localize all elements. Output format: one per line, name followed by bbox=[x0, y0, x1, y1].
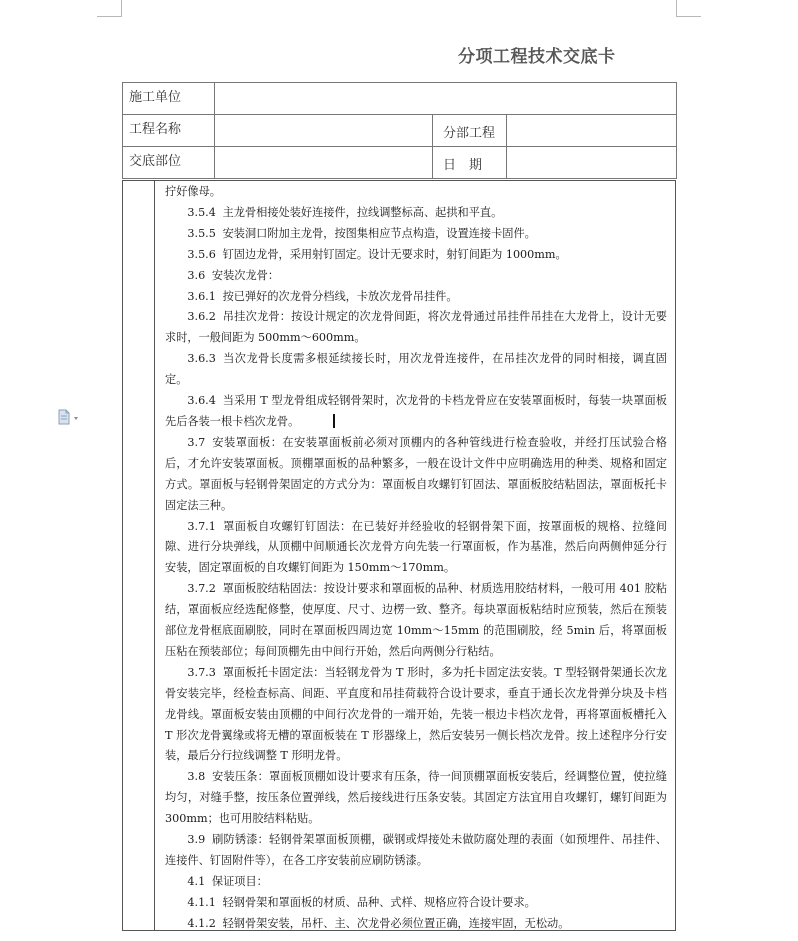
paragraph-text: 钉固边龙骨，采用射钉固定。设计无要求时，射钉间距为 1000mm。 bbox=[222, 247, 567, 261]
paragraph-number: 3.8 bbox=[187, 770, 206, 784]
paragraph-text: 安装洞口附加主龙骨，按图集相应节点构造，设置连接卡固件。 bbox=[222, 226, 536, 240]
construction-unit-label-cell bbox=[123, 83, 215, 115]
paragraph-text: 主龙骨相接处装好连接件，拉线调整标高、起拱和平直。 bbox=[222, 205, 503, 219]
body-paragraph bbox=[165, 893, 667, 914]
content-left-column-divider bbox=[154, 181, 155, 930]
body-paragraph bbox=[165, 830, 667, 872]
paragraph-number: 3.7.3 bbox=[187, 665, 216, 679]
construction-unit-value[interactable] bbox=[215, 83, 677, 115]
paragraph-text: 当采用 T 型龙骨组成轻钢骨架时，次龙骨的卡档龙骨应在安装罩面板时，每装一块罩面板先后各装一根卡档次龙骨。 bbox=[165, 394, 667, 428]
crop-mark-right-horizontal bbox=[676, 16, 701, 17]
body-paragraph bbox=[165, 579, 667, 663]
body-paragraph bbox=[165, 266, 667, 287]
paragraph-number: 3.6.2 bbox=[187, 310, 216, 324]
body-paragraph bbox=[165, 663, 667, 768]
disclosure-part-label: 交底部位 bbox=[129, 154, 182, 169]
sub-project-label-cell bbox=[433, 115, 507, 147]
body-paragraph bbox=[165, 307, 667, 349]
body-paragraph bbox=[165, 872, 667, 893]
body-paragraph bbox=[165, 182, 667, 203]
sub-project-label: 分部工程 bbox=[443, 126, 496, 141]
paragraph-number: 3.5.4 bbox=[187, 205, 216, 219]
disclosure-part-label-cell bbox=[123, 147, 215, 179]
paragraph-number: 3.7.2 bbox=[187, 582, 216, 596]
body-paragraph bbox=[165, 245, 667, 266]
disclosure-part-value[interactable] bbox=[215, 147, 433, 179]
date-label: 日 期 bbox=[443, 158, 483, 173]
paragraph-number: 4.1 bbox=[187, 874, 206, 888]
project-name-label: 工程名称 bbox=[129, 122, 182, 137]
crop-mark-left-horizontal bbox=[97, 16, 122, 17]
paragraph-text: 罩面板胶结粘固法：按设计要求和罩面板的品种、材质选用胶结材料，一般可用 401 胶粘结，罩面板应经选配修整，使厚度、尺寸、边楞一致、整齐。每块罩面板粘结时应预装，然后在预装部位龙骨框底面刷胶，同时在罩面板四周边宽 10mm～15mm 的范围刷胶，经 5min 后，将罩面板压粘在预装部位；每间顶棚先由中间行开始，然后向两侧分行粘结。 bbox=[165, 582, 667, 658]
paragraph-number: 3.6.4 bbox=[187, 394, 216, 408]
paragraph-text: 吊挂次龙骨：按设计规定的次龙骨间距，将次龙骨通过吊挂件吊挂在大龙骨上，设计无要求时，一般间距为 500mm～600mm。 bbox=[165, 310, 667, 345]
paragraph-number: 4.1.2 bbox=[187, 916, 216, 930]
paragraph-number: 3.6.3 bbox=[187, 352, 216, 366]
sub-project-value[interactable] bbox=[507, 115, 677, 147]
paragraph-text: 按已弹好的次龙骨分档线，卡放次龙骨吊挂件。 bbox=[222, 289, 458, 303]
document-dropdown-icon[interactable] bbox=[57, 409, 83, 425]
crop-mark-right-vertical bbox=[676, 0, 677, 16]
construction-unit-label: 施工单位 bbox=[129, 90, 182, 105]
paragraph-number: 3.6 bbox=[187, 268, 206, 282]
body-paragraph bbox=[165, 349, 667, 391]
project-name-label-cell bbox=[123, 115, 215, 147]
paragraph-text: 刷防锈漆：轻钢骨架罩面板顶棚，碳钢或焊接处未做防腐处理的表面（如预埋件、吊挂件、连接件、钉固附件等），在各工序安装前应刷防锈漆。 bbox=[165, 833, 667, 867]
paragraph-text: 安装压条：罩面板顶棚如设计要求有压条，待一间顶棚罩面板安装后，经调整位置，使拉缝均匀，对缝手整，按压条位置弹线，然后接线进行压条安装。其固定方法宜用自攻螺钉，螺钉间距为 300mm；也可用胶结料粘贴。 bbox=[165, 770, 667, 826]
body-paragraph bbox=[165, 914, 667, 935]
paragraph-text: 轻钢骨架和罩面板的材质、品种、式样、规格应符合设计要求。 bbox=[222, 895, 536, 909]
paragraph-text: 罩面板托卡固定法：当轻钢龙骨为 T 形时，多为托卡固定法安装。T 型轻钢骨架通长次龙骨安装完毕，经检查标高、间距、平直度和吊挂荷载符合设计要求，垂直于通长次龙骨弹分块及卡档龙骨线。罩面板安装由顶棚的中间行次龙骨的一端开始，先装一根边卡档次龙骨，再将罩面板槽托入 T 形次龙骨翼缘或将无槽的罩面板装在 T 形器缘上，然后安装另一侧长档次龙骨。按上述程序分行安装，最后分行拉线调整 T 形明龙骨。 bbox=[165, 665, 667, 763]
body-paragraph bbox=[165, 767, 667, 830]
paragraph-number: 3.7.1 bbox=[187, 519, 216, 533]
paragraph-text: 安装罩面板：在安装罩面板前必须对顶棚内的各种管线进行检查验收，并经打压试验合格后，才允许安装罩面板。顶棚罩面板的品种繁多，一般在设计文件中应明确选用的种类、规格和固定方式。罩面板与轻钢骨架固定的方式分为：罩面板自攻螺钉钉固法、罩面板胶结粘固法，罩面板托卡固定法三种。 bbox=[165, 435, 667, 512]
body-paragraph bbox=[165, 391, 667, 433]
body-paragraph bbox=[165, 287, 667, 308]
text-cursor bbox=[333, 414, 335, 428]
paragraph-number: 4.1.1 bbox=[187, 895, 216, 909]
header-table bbox=[122, 82, 677, 179]
paragraph-text: 保证项目： bbox=[211, 874, 268, 888]
content-text[interactable] bbox=[165, 182, 667, 935]
paragraph-text: 罩面板自攻螺钉钉固法：在已装好并经验收的轻钢骨架下面，按罩面板的规格、拉缝间隙、进行分块弹线，从顶棚中间顺通长次龙骨方向先装一行罩面板，作为基准，然后向两侧伸延分行安装，固定罩面板的自攻螺钉间距为 150mm～170mm。 bbox=[165, 519, 667, 575]
date-value[interactable] bbox=[507, 147, 677, 179]
body-paragraph bbox=[165, 517, 667, 580]
paragraph-text: 安装次龙骨： bbox=[211, 268, 280, 282]
date-label-cell bbox=[433, 147, 507, 179]
paragraph-number: 3.6.1 bbox=[187, 289, 216, 303]
paragraph-text: 当次龙骨长度需多根延续接长时，用次龙骨连接件，在吊挂次龙骨的同时相接，调直固定。 bbox=[165, 352, 667, 387]
crop-mark-left-vertical bbox=[121, 0, 122, 16]
paragraph-text: 拧好像母。 bbox=[165, 185, 221, 198]
paragraph-number: 3.7 bbox=[187, 435, 206, 449]
paragraph-number: 3.5.5 bbox=[187, 226, 216, 240]
paragraph-number: 3.9 bbox=[187, 833, 206, 847]
paragraph-number: 3.5.6 bbox=[187, 247, 216, 261]
document-title: 分项工程技术交底卡 bbox=[458, 47, 616, 67]
body-paragraph bbox=[165, 224, 667, 245]
body-paragraph bbox=[165, 203, 667, 224]
paragraph-text: 轻钢骨架安装，吊杆、主、次龙骨必须位置正确，连接牢固，无松动。 bbox=[222, 916, 570, 930]
project-name-value[interactable] bbox=[215, 115, 433, 147]
body-paragraph bbox=[165, 433, 667, 517]
